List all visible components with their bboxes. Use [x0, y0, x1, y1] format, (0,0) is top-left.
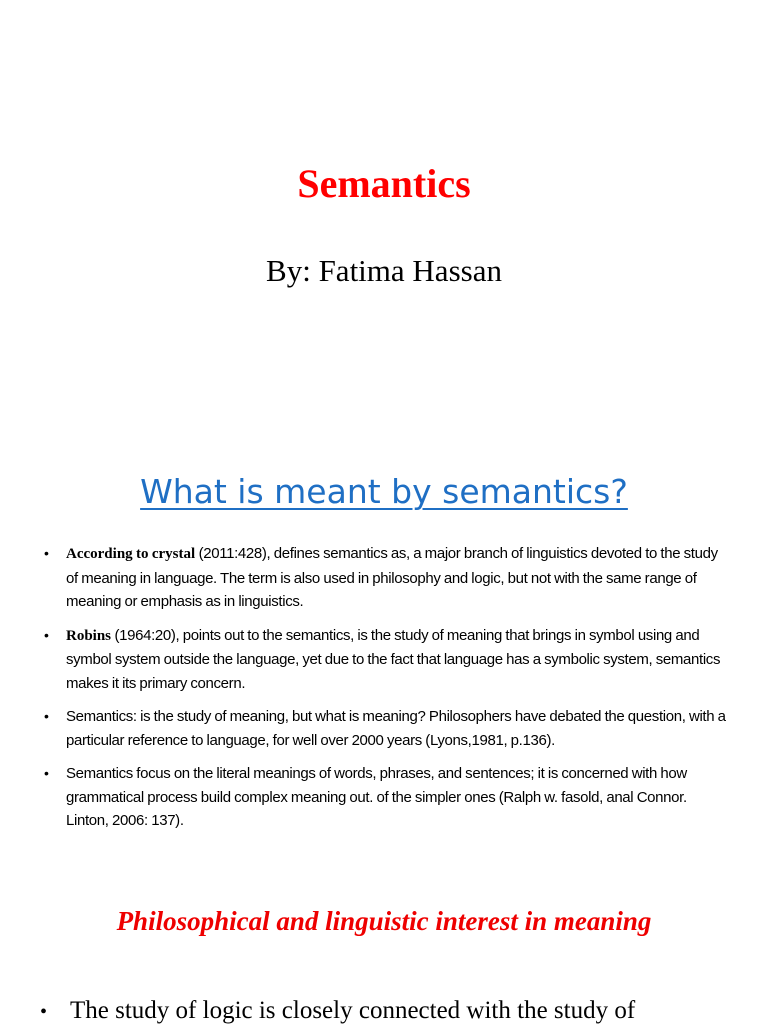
- bullet-icon: •: [40, 1001, 48, 1023]
- section-heading: What is meant by semantics?: [140, 472, 628, 511]
- definition-list: [40, 542, 730, 843]
- bullet-icon: •: [44, 765, 49, 781]
- list-item: [40, 762, 730, 833]
- bullet-text: Semantics focus on the literal meanings of words, phrases, and sentences; it is concerned with how grammatical process build complex meaning out. of the simpler ones (Ralph w. fasold, anal Connor. Linton, 2006: 137).: [66, 765, 687, 829]
- bullet-text: Semantics: is the study of meaning, but what is meaning? Philosophers have debated the question, with a particular reference to language, for well over 2000 years (Lyons,1981, p.136).: [66, 708, 726, 749]
- bullet-text: (2011:428), defines semantics as, a major branch of linguistics devoted to the study of meaning in language. The term is also used in philosophy and logic, but not with the same range of meaning or emphasis as in linguistics.: [66, 545, 718, 610]
- list-item: [40, 542, 730, 614]
- list-item: [40, 705, 730, 752]
- bullet-text: The study of logic is closely connected with the study of: [70, 997, 636, 1024]
- list-item: [40, 624, 730, 696]
- bullet-icon: •: [44, 708, 49, 724]
- document-title: Semantics: [297, 161, 471, 206]
- author-line: By: Fatima Hassan: [266, 253, 502, 288]
- bullet-icon: •: [44, 626, 49, 643]
- bullet-text: (1964:20), points out to the semantics, is the study of meaning that brings in symbol using and symbol system outside the language, yet due to the fact that language has a symbolic system, semantics makes it its primary concern.: [66, 626, 721, 692]
- bullet-icon: •: [44, 545, 49, 561]
- subheading: Philosophical and linguistic interest in meaning: [116, 906, 652, 936]
- bullet-lead: According to crystal: [66, 546, 196, 562]
- bullet-lead: Robins: [66, 627, 112, 644]
